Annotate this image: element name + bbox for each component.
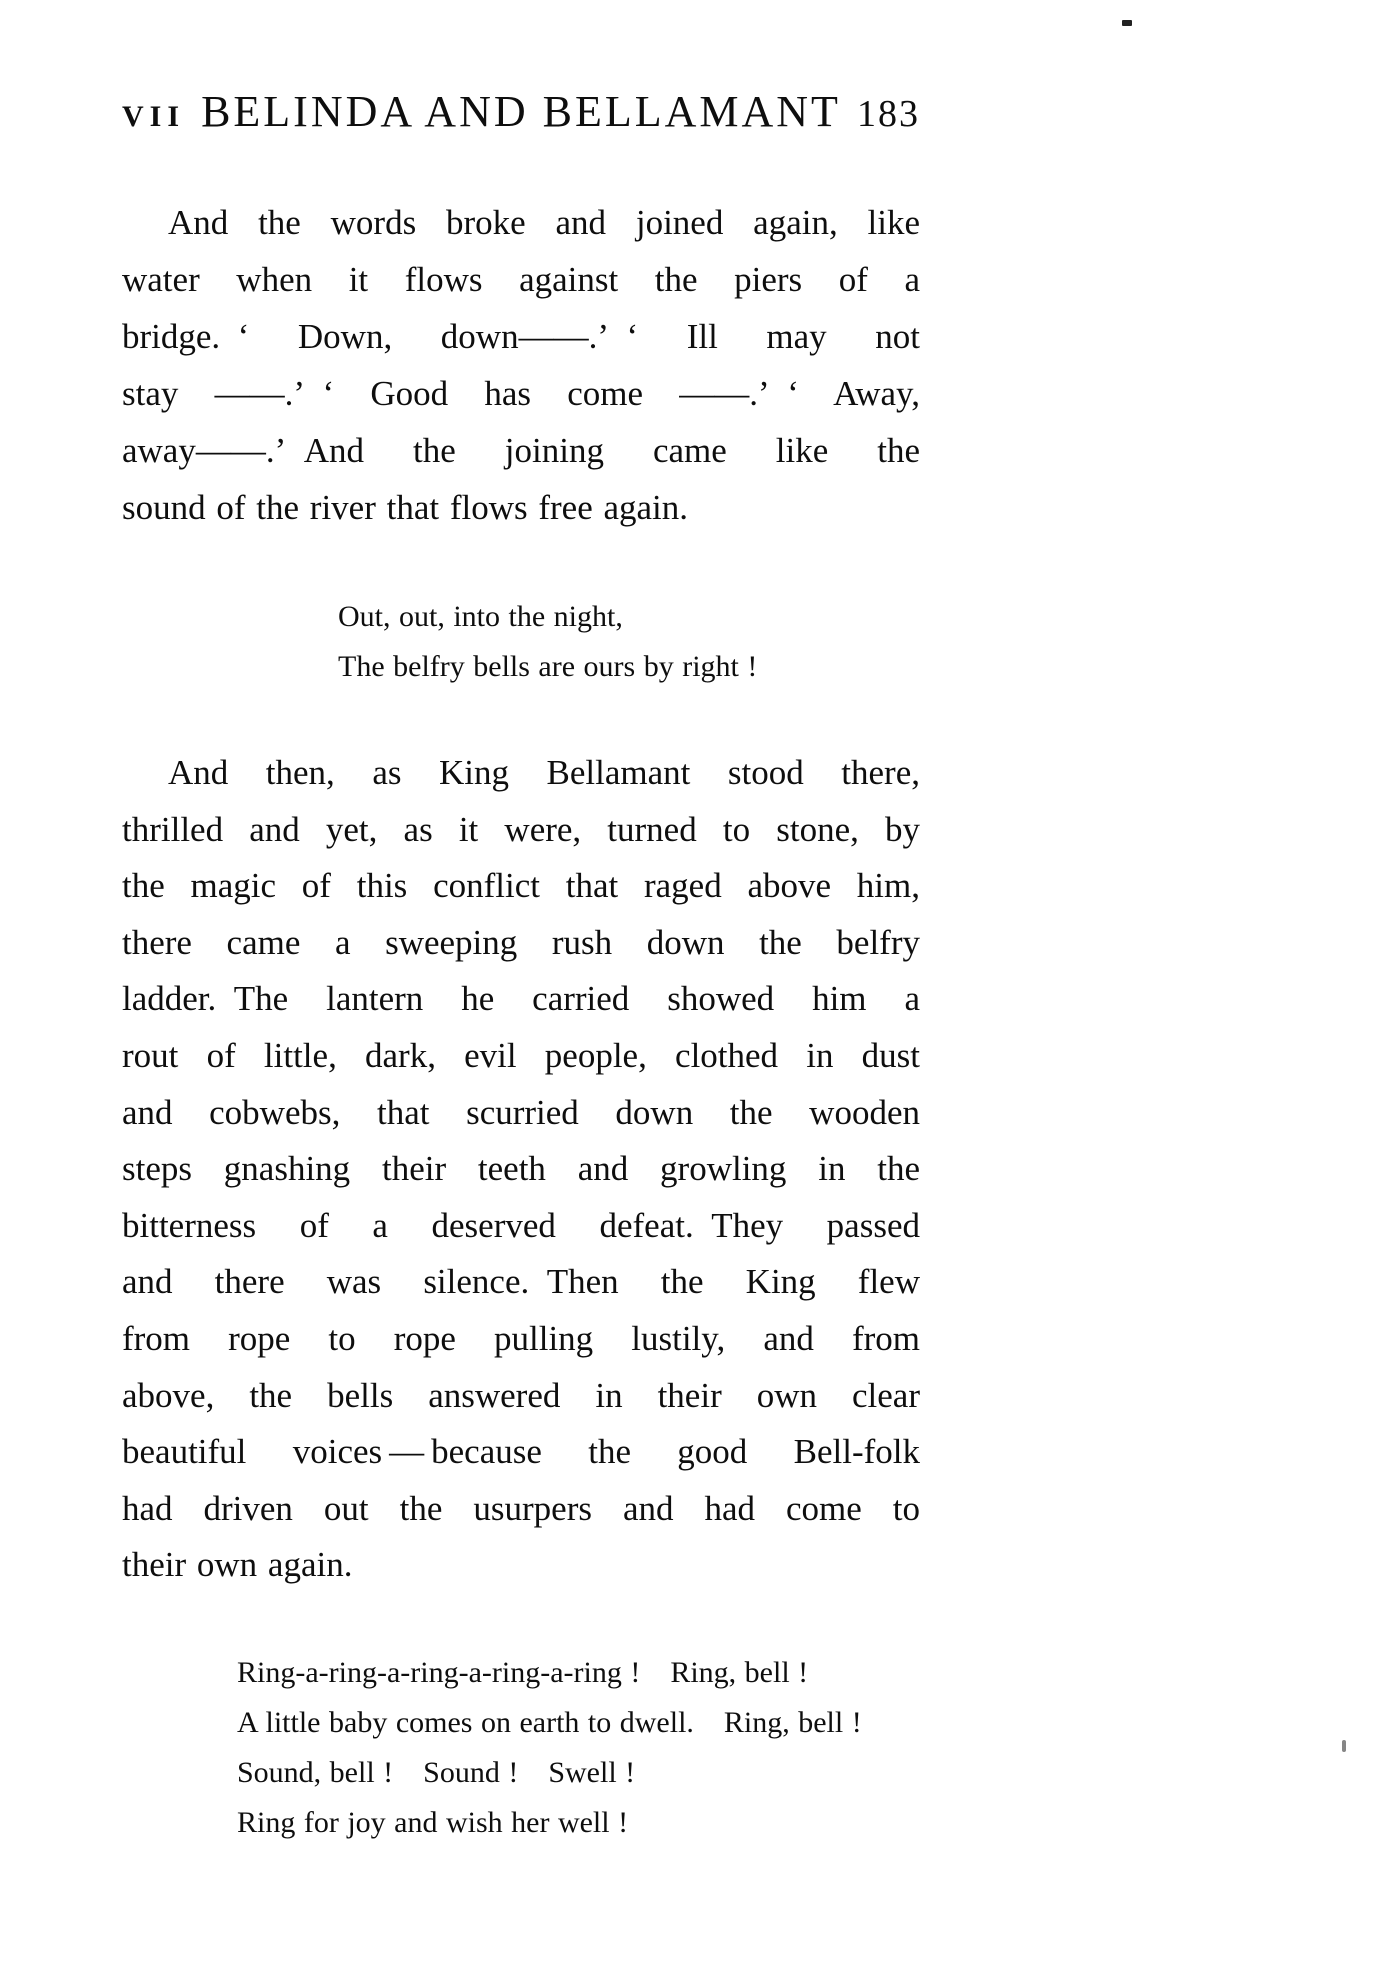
- verse-line: Ring-a-ring-a-ring-a-ring-a-ring ! Ring, bell !: [237, 1656, 809, 1689]
- text-line: the magic of this conflict that raged above him,: [122, 866, 920, 906]
- text-line: above, the bells answered in their own clear: [122, 1375, 920, 1415]
- text-line: bridge. ‘ Down, down——.’ ‘ Ill may not: [122, 317, 920, 356]
- text-line: there came a sweeping rush down the belfry: [122, 922, 920, 962]
- text-line: thrilled and yet, as it were, turned to stone, by: [122, 809, 920, 849]
- text-line: and cobwebs, that scurried down the wooden: [122, 1092, 920, 1132]
- verse-line: Sound, bell ! Sound ! Swell !: [237, 1756, 636, 1789]
- text-line: beautiful voices — because the good Bell-folk: [122, 1432, 920, 1472]
- text-line: their own again.: [122, 1545, 353, 1585]
- text-line: ladder. The lantern he carried showed him a: [122, 979, 920, 1019]
- page-header: [122, 86, 920, 137]
- text-line: had driven out the usurpers and had come to: [122, 1488, 920, 1528]
- page-number: 183: [857, 93, 920, 135]
- text-line: from rope to rope pulling lustily, and from: [122, 1318, 920, 1358]
- text-line: and there was silence. Then the King flew: [122, 1262, 920, 1302]
- text-line: steps gnashing their teeth and growling in the: [122, 1149, 920, 1189]
- verse-2: [237, 1648, 862, 1848]
- text-line: water when it flows against the piers of a: [122, 260, 920, 299]
- paragraph-1: [122, 194, 920, 536]
- text-line: stay ——.’ ‘ Good has come ——.’ ‘ Away,: [122, 374, 920, 413]
- text-line: sound of the river that flows free again.: [122, 488, 689, 527]
- paragraph-2: [122, 745, 920, 1594]
- scan-artifact: [1122, 20, 1132, 26]
- page-title: BELINDA AND BELLAMANT: [201, 87, 841, 136]
- text-line: rout of little, dark, evil people, clothed in dust: [122, 1035, 920, 1075]
- verse-line: A little baby comes on earth to dwell. Ring, bell !: [237, 1706, 862, 1739]
- verse-line: Out, out, into the night,: [338, 600, 623, 633]
- text-line: And then, as King Bellamant stood there,: [168, 753, 920, 792]
- text-line: And the words broke and joined again, like: [168, 203, 920, 242]
- text-line: bitterness of a deserved defeat. They passed: [122, 1205, 920, 1245]
- verse-line: Ring for joy and wish her well !: [237, 1806, 629, 1839]
- chapter-number: VII: [122, 100, 186, 133]
- scan-artifact: [1342, 1740, 1346, 1752]
- text-line: away——.’ And the joining came like the: [122, 431, 920, 470]
- verse-line: The belfry bells are ours by right !: [338, 650, 758, 683]
- verse-1: [338, 592, 757, 692]
